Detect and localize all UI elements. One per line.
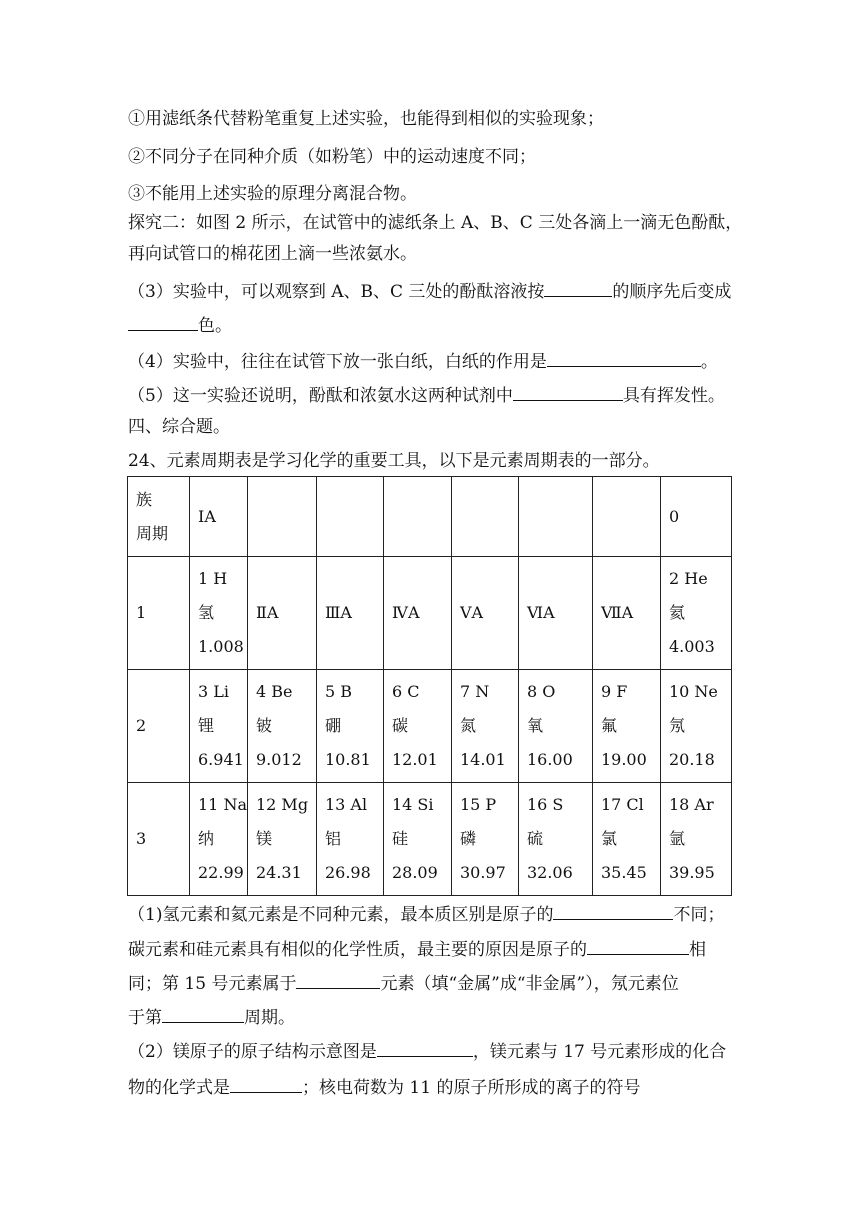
text-line-4: 探究二：如图 2 所示，在试管中的滤纸条上 A、B、C 三处各滴上一滴无色酚酞， xyxy=(128,213,743,233)
element-cell-h xyxy=(190,557,248,670)
part-1-line-4 xyxy=(128,1006,738,1029)
element-symbol: 7 N xyxy=(459,682,490,701)
table-row-period-3 xyxy=(128,783,732,896)
empty-cell xyxy=(518,477,592,557)
question-3-line-2 xyxy=(128,314,738,337)
question-5-text-a: （5）这一实验还说明，酚酞和浓氨水这两种试剂中 xyxy=(128,386,513,406)
section-heading: 四、综合题。 xyxy=(128,417,230,437)
element-symbol: 11 Na xyxy=(198,795,247,814)
element-name: 氩 xyxy=(668,829,685,848)
part-1-text: 周期。 xyxy=(244,1008,295,1028)
element-name: 硅 xyxy=(391,829,408,848)
part-1-line-1 xyxy=(128,903,738,926)
element-cell xyxy=(383,670,451,783)
element-mass: 1.008 xyxy=(198,637,244,656)
part-2-text: ；核电荷数为 11 的原子所形成的离子的符号 xyxy=(302,1078,641,1098)
element-name: 氢 xyxy=(198,603,215,622)
part-1-text: 碳元素和硅元素具有相似的化学性质，最主要的原因是原子的 xyxy=(128,940,587,960)
corner-period-label: 周期 xyxy=(136,523,169,543)
element-mass: 14.01 xyxy=(459,750,506,769)
element-name: 氧 xyxy=(526,716,543,735)
element-symbol: 6 C xyxy=(391,682,420,701)
part-1-text: 同；第 15 号元素属于 xyxy=(128,974,297,994)
question-3-text-c: 色。 xyxy=(198,316,232,336)
answer-blank[interactable] xyxy=(128,314,198,331)
element-name: 氦 xyxy=(668,603,685,622)
empty-cell xyxy=(247,477,316,557)
element-symbol: 12 Mg xyxy=(255,795,309,814)
part-2-text: 物的化学式是 xyxy=(128,1078,230,1098)
element-name: 铍 xyxy=(255,716,272,735)
part-2-text: （2）镁原子的原子结构示意图是 xyxy=(128,1042,377,1062)
period-label: 2 xyxy=(128,670,190,783)
part-2-line-2 xyxy=(128,1076,738,1099)
element-mass: 28.09 xyxy=(391,863,438,882)
element-symbol: 10 Ne xyxy=(668,682,718,701)
periodic-table xyxy=(127,476,732,896)
group-label-iva: ⅣA xyxy=(383,557,451,670)
group-label-iiia: ⅢA xyxy=(316,557,383,670)
element-mass: 30.97 xyxy=(459,863,506,882)
element-symbol: 17 Cl xyxy=(600,795,644,814)
element-symbol: 5 B xyxy=(324,682,353,701)
text-line-2: ②不同分子在同种介质（如粉笔）中的运动速度不同； xyxy=(128,147,536,167)
part-1-text: （1)氢元素和氦元素是不同种元素，最本质区别是原子的 xyxy=(128,905,554,925)
group-label-via: ⅥA xyxy=(518,557,592,670)
part-1-text: 于第 xyxy=(128,1008,162,1028)
element-mass: 32.06 xyxy=(526,863,573,882)
question-3-line-1 xyxy=(128,280,738,303)
element-mass: 4.003 xyxy=(668,637,715,656)
part-1-line-3 xyxy=(128,972,738,995)
text-line-3: ③不能用上述实验的原理分离混合物。 xyxy=(128,184,417,204)
period-label: 1 xyxy=(128,557,190,670)
element-name: 镁 xyxy=(255,829,272,848)
element-symbol: 4 Be xyxy=(255,682,293,701)
element-mass: 24.31 xyxy=(255,863,302,882)
element-symbol: 2 He xyxy=(668,569,708,588)
group-label-viia: ⅦA xyxy=(592,557,660,670)
question-4-line xyxy=(128,350,738,373)
part-1-text: 不同； xyxy=(673,905,725,925)
element-mass: 16.00 xyxy=(526,750,573,769)
question-3-text-b: 的顺序先后变成 xyxy=(612,282,732,302)
element-cell xyxy=(518,670,592,783)
element-cell xyxy=(660,670,731,783)
element-mass: 12.01 xyxy=(391,750,438,769)
element-mass: 35.45 xyxy=(600,863,647,882)
element-cell xyxy=(316,670,383,783)
question-4-text-a: （4）实验中，往往在试管下放一张白纸，白纸的作用是 xyxy=(128,352,547,372)
table-corner-cell xyxy=(128,477,190,557)
element-cell xyxy=(190,783,248,896)
group-header-ia: IA xyxy=(190,477,248,557)
part-1-text: 元素（填“金属”成“非金属”），氖元素位 xyxy=(380,974,679,994)
element-mass: 39.95 xyxy=(668,863,715,882)
element-symbol: 13 Al xyxy=(324,795,368,814)
empty-cell xyxy=(383,477,451,557)
element-name: 氯 xyxy=(600,829,617,848)
element-cell xyxy=(451,783,518,896)
element-symbol: 14 Si xyxy=(391,795,434,814)
answer-blank[interactable] xyxy=(587,938,689,955)
group-label-iia: ⅡA xyxy=(247,557,316,670)
element-mass: 9.012 xyxy=(255,750,302,769)
element-cell xyxy=(451,670,518,783)
element-symbol: 1 H xyxy=(198,569,228,588)
answer-blank[interactable] xyxy=(553,903,673,920)
element-name: 纳 xyxy=(198,829,215,848)
element-name: 铝 xyxy=(324,829,341,848)
corner-group-label: 族 xyxy=(136,489,153,509)
question-5-text-b: 具有挥发性。 xyxy=(622,386,725,406)
answer-blank[interactable] xyxy=(377,1040,473,1057)
element-cell-he xyxy=(660,557,731,670)
element-name: 氖 xyxy=(668,716,685,735)
answer-blank[interactable] xyxy=(513,384,623,401)
element-cell xyxy=(247,783,316,896)
answer-blank[interactable] xyxy=(296,972,380,989)
element-cell xyxy=(592,783,660,896)
element-name: 氮 xyxy=(459,716,476,735)
table-row-period-1 xyxy=(128,557,732,670)
element-mass: 20.18 xyxy=(668,750,715,769)
element-symbol: 18 Ar xyxy=(668,795,714,814)
part-2-line-1 xyxy=(128,1040,738,1063)
element-symbol: 9 F xyxy=(600,682,628,701)
empty-cell xyxy=(451,477,518,557)
text-line-1: ①用滤纸条代替粉笔重复上述实验，也能得到相似的实验现象； xyxy=(128,109,604,129)
element-cell xyxy=(383,783,451,896)
part-1-line-2 xyxy=(128,938,738,961)
element-mass: 26.98 xyxy=(324,863,371,882)
element-mass: 22.99 xyxy=(198,863,244,882)
element-cell xyxy=(592,670,660,783)
element-cell xyxy=(660,783,731,896)
text-line-5: 再向试管口的棉花团上滴一些浓氨水。 xyxy=(128,244,417,264)
element-cell xyxy=(247,670,316,783)
element-name: 碳 xyxy=(391,716,408,735)
answer-blank[interactable] xyxy=(162,1006,244,1023)
group-header-0: 0 xyxy=(660,477,731,557)
table-header-row xyxy=(128,477,732,557)
question-5-line xyxy=(128,384,738,407)
element-mass: 6.941 xyxy=(198,750,244,769)
element-symbol: 3 Li xyxy=(198,682,230,701)
question-24-stem: 24、元素周期表是学习化学的重要工具，以下是元素周期表的一部分。 xyxy=(128,451,660,471)
empty-cell xyxy=(592,477,660,557)
element-cell xyxy=(518,783,592,896)
element-mass: 10.81 xyxy=(324,750,371,769)
question-4-text-b: 。 xyxy=(700,352,718,372)
element-mass: 19.00 xyxy=(600,750,647,769)
element-symbol: 16 S xyxy=(526,795,564,814)
element-cell xyxy=(190,670,248,783)
part-2-text: ，镁元素与 17 号元素形成的化合 xyxy=(472,1042,727,1062)
element-name: 磷 xyxy=(459,829,476,848)
part-1-text: 相 xyxy=(689,940,706,960)
period-label: 3 xyxy=(128,783,190,896)
element-name: 氟 xyxy=(600,716,617,735)
element-symbol: 15 P xyxy=(459,795,497,814)
answer-blank[interactable] xyxy=(230,1076,302,1093)
element-cell xyxy=(316,783,383,896)
element-name: 硫 xyxy=(526,829,543,848)
question-3-text-a: （3）实验中，可以观察到 A、B、C 三处的酚酞溶液按 xyxy=(128,282,545,302)
element-name: 锂 xyxy=(198,716,215,735)
group-label-va: ⅤA xyxy=(451,557,518,670)
empty-cell xyxy=(316,477,383,557)
element-symbol: 8 O xyxy=(526,682,556,701)
element-name: 硼 xyxy=(324,716,341,735)
answer-blank[interactable] xyxy=(547,350,701,367)
table-row-period-2 xyxy=(128,670,732,783)
answer-blank[interactable] xyxy=(544,280,612,297)
